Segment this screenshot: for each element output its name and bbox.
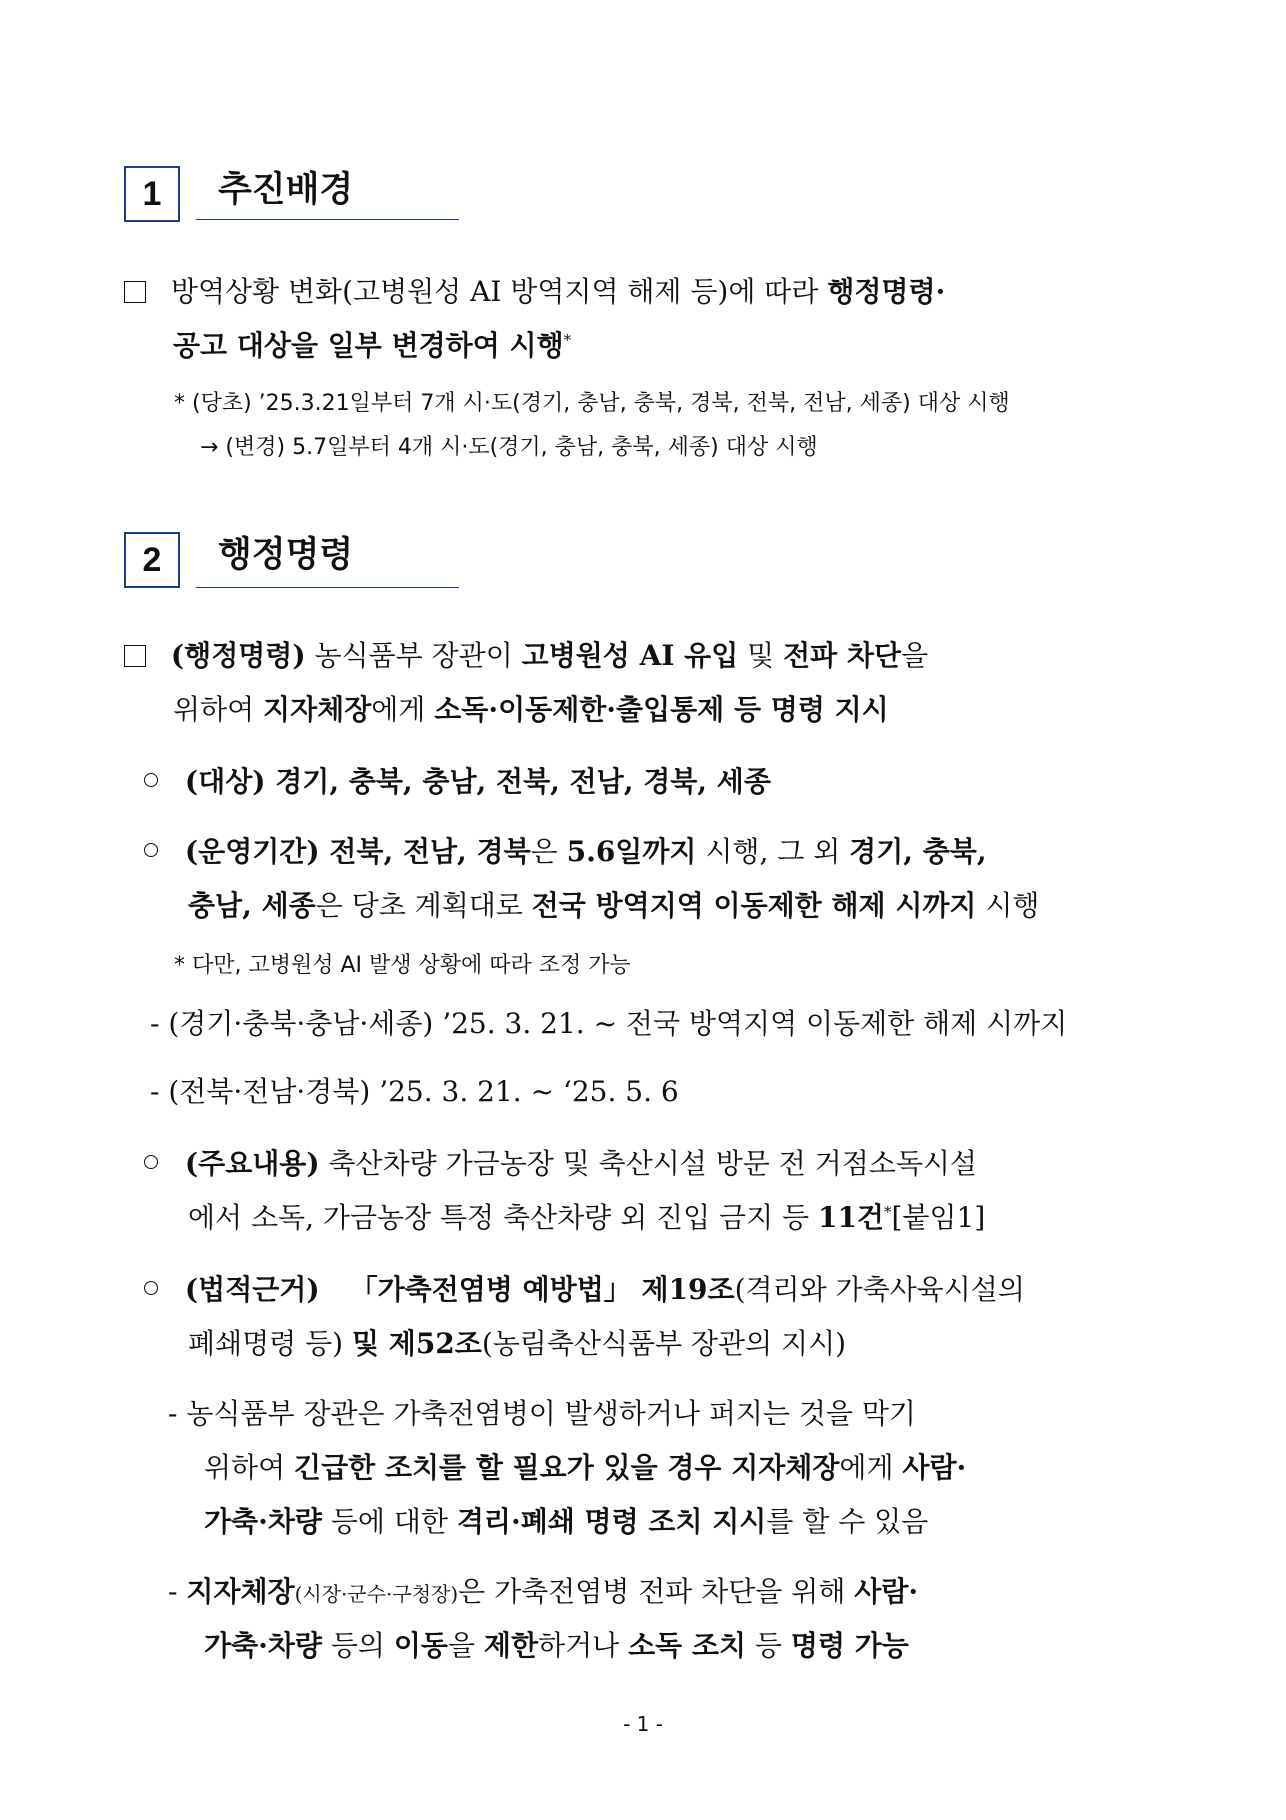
s2-legal-dash2-line1: - 지자체장(시장·군수·구청장)은 가축전염병 전파 차단을 위해 사람· bbox=[168, 1575, 919, 1608]
section-1-underline bbox=[196, 219, 459, 220]
s1-note-2: → (변경) 5.7일부터 4개 시·도(경기, 충남, 충북, 세종) 대상 시행 bbox=[200, 435, 818, 460]
s2-legal-dash1-line1: - 농식품부 장관은 가축전염병이 발생하거나 퍼지는 것을 막기 bbox=[168, 1397, 916, 1430]
s2-target: (대상) 경기, 충북, 충남, 전북, 전남, 경북, 세종 bbox=[144, 762, 771, 802]
s2-main-line1: (행정명령) 농식품부 장관이 고병원성 AI 유입 및 전파 차단을 bbox=[124, 636, 928, 676]
s2-period-dash-2: - (전북·전남·경북) ’25. 3. 21. ~ ‘25. 5. 6 bbox=[150, 1075, 679, 1108]
section-2-underline bbox=[196, 587, 459, 588]
s2-period-line2: 충남, 세종은 당초 계획대로 전국 방역지역 이동제한 해제 시까지 시행 bbox=[188, 889, 1040, 922]
section-2-title: 행정명령 bbox=[218, 535, 354, 575]
section-1-title: 추진배경 bbox=[218, 170, 354, 210]
s2-period-dash-1: - (경기·충북·충남·세종) ’25. 3. 21. ~ 전국 방역지역 이동제한 해제 시까지 bbox=[150, 1007, 1068, 1040]
page-number: - 1 - bbox=[623, 1712, 663, 1736]
s1-item1-line2: 공고 대상을 일부 변경하여 시행* bbox=[173, 329, 572, 362]
s2-legal-dash2-line2: 가축·차량 등의 이동을 제한하거나 소독 조치 등 명령 가능 bbox=[204, 1629, 909, 1662]
s1-item1-line1: 방역상황 변화(고병원성 AI 방역지역 해제 등)에 따라 행정명령· bbox=[124, 272, 945, 312]
bullet-circle-icon bbox=[144, 773, 158, 787]
s2-legal-dash1-line3: 가축·차량 등에 대한 격리·폐쇄 명령 조치 지시를 할 수 있음 bbox=[204, 1505, 929, 1538]
s2-content-line1: (주요내용) 축산차량 가금농장 및 축산시설 방문 전 거점소독시설 bbox=[144, 1144, 977, 1184]
checkbox-square-icon bbox=[124, 645, 146, 667]
section-1-number: 1 bbox=[124, 166, 180, 222]
checkbox-square-icon bbox=[124, 281, 146, 303]
s2-period-note: * 다만, 고병원성 AI 발생 상황에 따라 조정 가능 bbox=[174, 953, 631, 978]
bullet-circle-icon bbox=[144, 843, 158, 857]
s2-legal-dash1-line2: 위하여 긴급한 조치를 할 필요가 있을 경우 지자체장에게 사람· bbox=[204, 1451, 967, 1484]
s2-period-line1: (운영기간) 전북, 전남, 경북은 5.6일까지 시행, 그 외 경기, 충북, bbox=[144, 832, 987, 872]
s1-note-1: * (당초) ’25.3.21일부터 7개 시·도(경기, 충남, 충북, 경북, 전북, 전남, 세종) 대상 시행 bbox=[174, 391, 1010, 416]
bullet-circle-icon bbox=[144, 1281, 158, 1295]
s2-legal-line1: (법적근거) 「가축전염병 예방법」 제19조(격리와 가축사육시설의 bbox=[144, 1270, 1025, 1310]
section-2-number: 2 bbox=[124, 532, 180, 588]
s2-main-line2: 위하여 지자체장에게 소독·이동제한·출입통제 등 명령 지시 bbox=[173, 693, 889, 726]
s2-content-line2: 에서 소독, 가금농장 특정 축산차량 외 진입 금지 등 11건*[붙임1] bbox=[188, 1201, 986, 1234]
s2-legal-line2: 폐쇄명령 등) 및 제52조(농림축산식품부 장관의 지시) bbox=[188, 1327, 847, 1360]
bullet-circle-icon bbox=[144, 1155, 158, 1169]
